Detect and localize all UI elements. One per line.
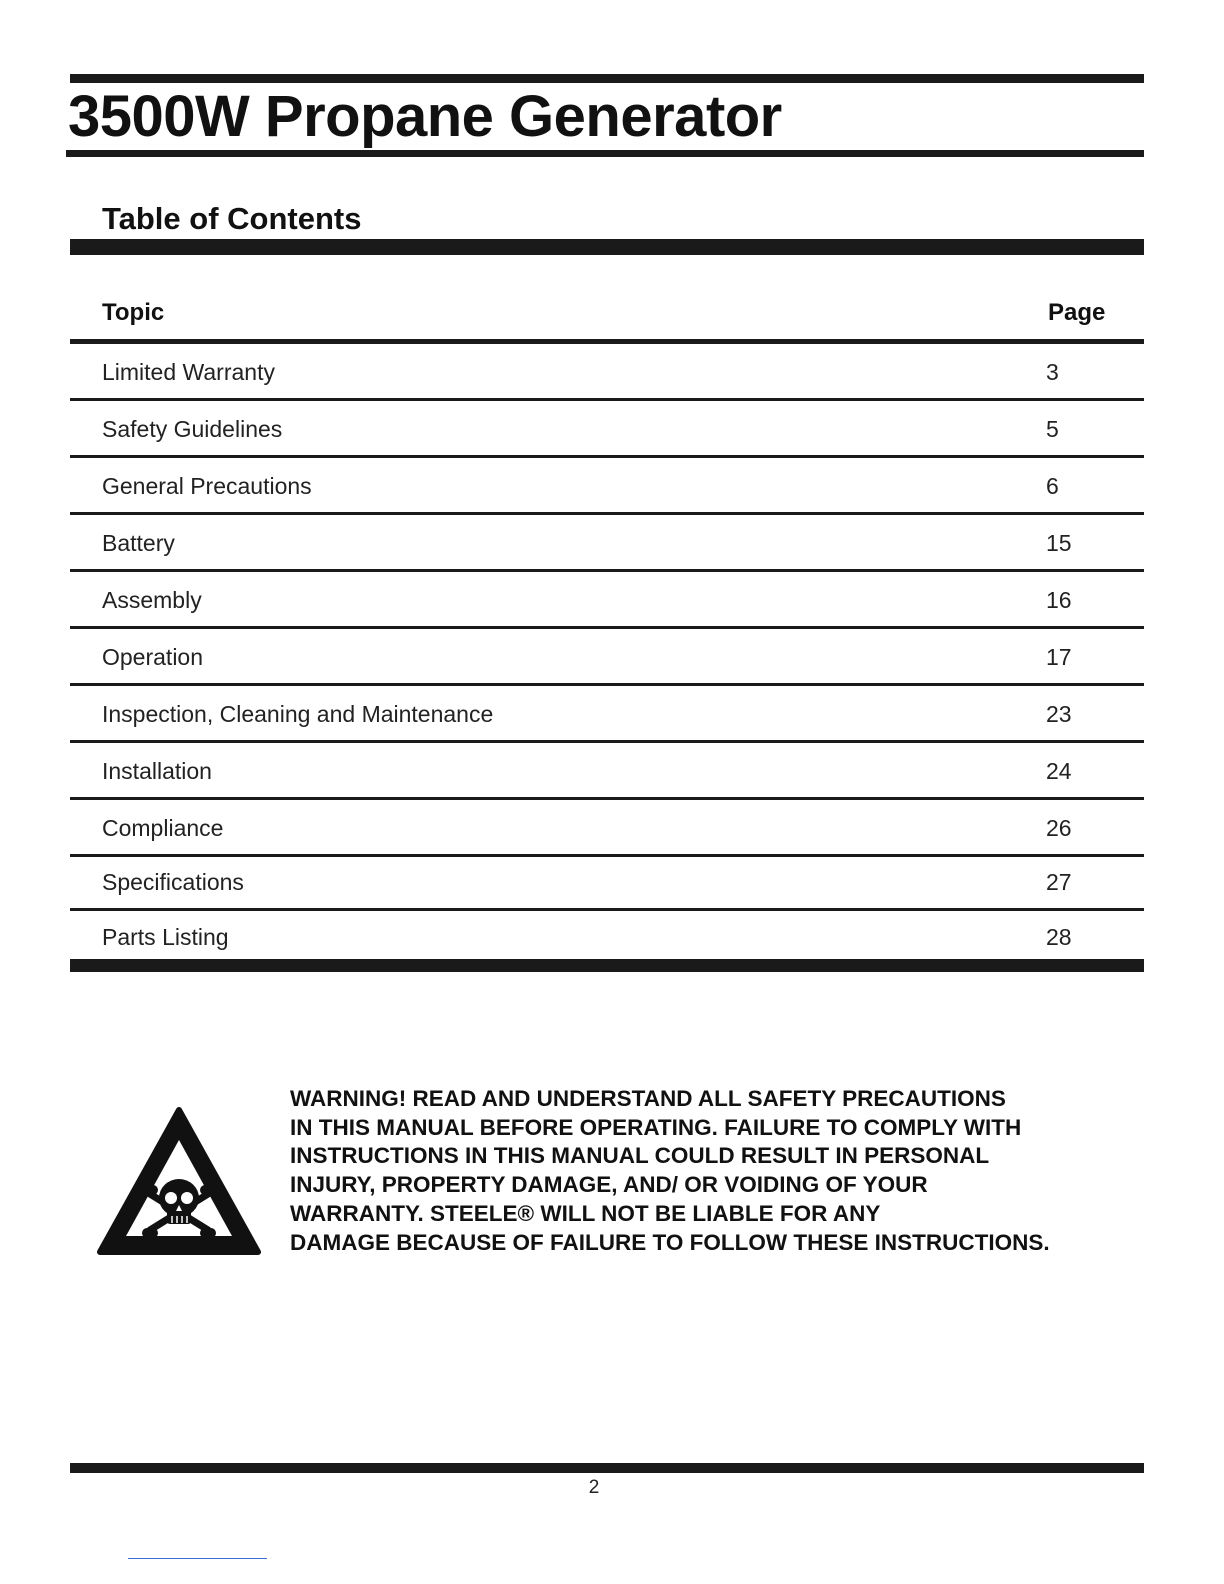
toc-row[interactable]: [70, 743, 1144, 800]
toc-row[interactable]: [70, 572, 1144, 629]
toc-row[interactable]: [70, 686, 1144, 743]
page-number: 2: [588, 1477, 600, 1498]
footer-rule: [70, 1463, 1144, 1473]
toc-page-number: 17: [1046, 644, 1072, 670]
toc-row[interactable]: [70, 401, 1144, 458]
warning-line: INJURY, PROPERTY DAMAGE, AND/ OR VOIDING OF YOUR: [290, 1172, 928, 1198]
toc-heading-rule: [70, 239, 1144, 255]
toc-row[interactable]: [70, 344, 1144, 401]
toc-topic: Operation: [102, 644, 204, 670]
warning-line: WARRANTY. STEELE® WILL NOT BE LIABLE FOR ANY: [290, 1200, 881, 1226]
top-rule: [70, 74, 1144, 83]
toc-topic: Safety Guidelines: [102, 416, 283, 442]
toc-row[interactable]: [70, 909, 1144, 966]
toc-page-number: 5: [1046, 416, 1059, 442]
column-header-topic: Topic: [102, 299, 165, 326]
toc-end-rule: [70, 959, 1144, 972]
toc-page-number: 16: [1046, 587, 1072, 613]
toc-page-number: 27: [1046, 869, 1072, 895]
warning-line: DAMAGE BECAUSE OF FAILURE TO FOLLOW THESE INSTRUCTIONS.: [290, 1229, 1050, 1255]
toc-topic: Inspection, Cleaning and Maintenance: [102, 701, 494, 727]
toc-topic: Limited Warranty: [102, 359, 275, 385]
toc-topic: Battery: [102, 530, 175, 556]
toc-row[interactable]: [70, 515, 1144, 572]
warning-line: INSTRUCTIONS IN THIS MANUAL COULD RESULT IN PERSONAL: [290, 1143, 990, 1169]
toc-page-number: 24: [1046, 758, 1072, 784]
toc-page-number: 3: [1046, 359, 1059, 385]
toc-topic: Installation: [102, 758, 212, 784]
toc-heading: Table of Contents: [102, 201, 362, 236]
skull-crossbones-warning-icon: [96, 1106, 262, 1256]
warning-line: WARNING! READ AND UNDERSTAND ALL SAFETY PRECAUTIONS: [290, 1086, 1006, 1111]
toc-page-number: 28: [1046, 924, 1072, 950]
toc-topic: Assembly: [102, 587, 202, 613]
toc-topic: Parts Listing: [102, 924, 229, 950]
toc-topic: Specifications: [102, 869, 244, 895]
toc-page-number: 6: [1046, 473, 1059, 499]
toc-row[interactable]: [70, 458, 1144, 515]
toc-row[interactable]: [70, 629, 1144, 686]
title-underline-rule: [66, 150, 1144, 157]
link-underline: [128, 1558, 267, 1559]
safety-warning-text: [290, 1085, 1150, 1257]
toc-row[interactable]: [70, 854, 1144, 911]
toc-page-number: 15: [1046, 530, 1072, 556]
toc-row[interactable]: [70, 800, 1144, 857]
toc-topic: Compliance: [102, 815, 224, 841]
toc-page-number: 23: [1046, 701, 1072, 727]
document-title: 3500W Propane Generator: [68, 84, 782, 149]
warning-line: IN THIS MANUAL BEFORE OPERATING. FAILURE TO COMPLY WITH: [290, 1114, 1022, 1140]
column-header-page: Page: [1048, 299, 1106, 326]
toc-page-number: 26: [1046, 815, 1072, 841]
toc-topic: General Precautions: [102, 473, 312, 499]
